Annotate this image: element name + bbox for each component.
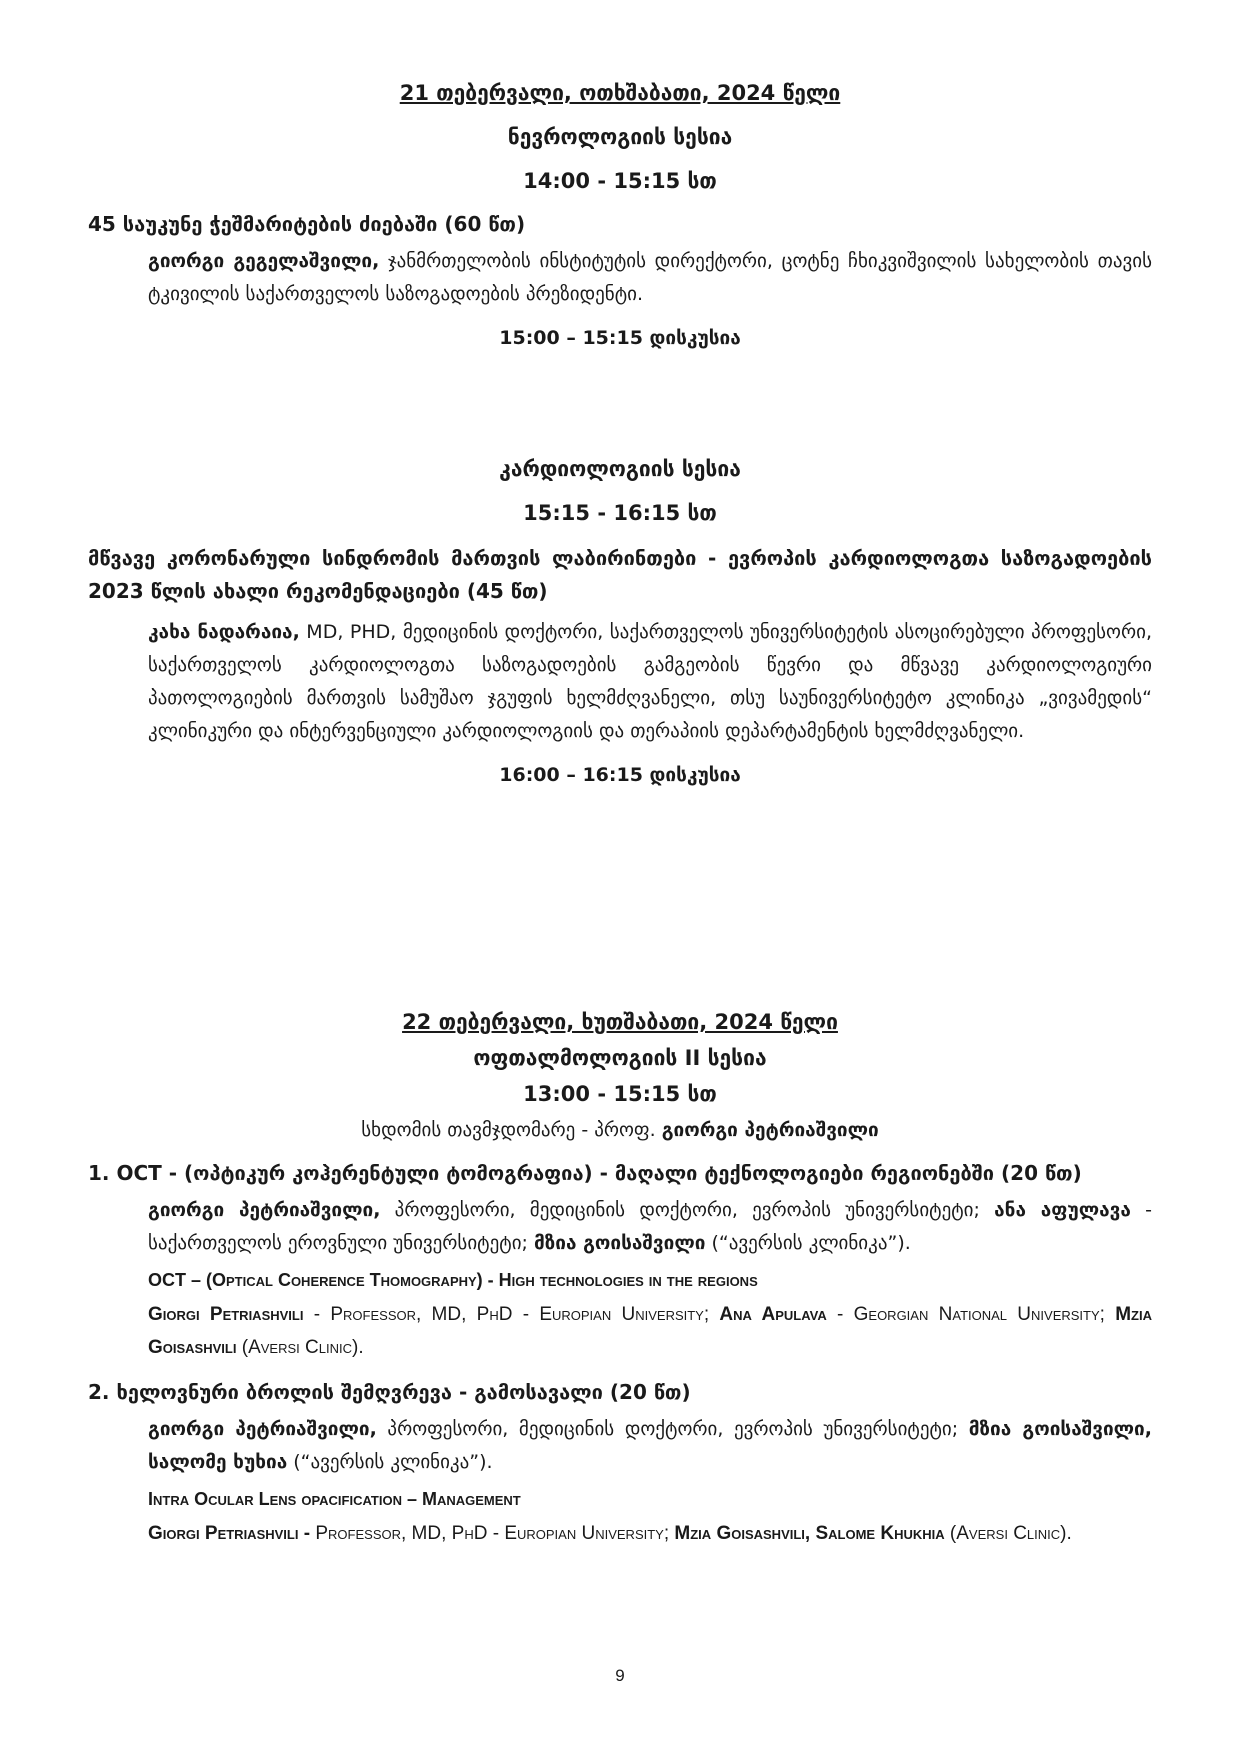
cardiology-speaker	[148, 616, 1152, 748]
session-chair	[88, 1115, 1152, 1145]
talk1-english-speakers	[148, 1298, 1152, 1364]
page-number: 9	[615, 1666, 625, 1685]
day1-cardiology-section	[88, 454, 1152, 790]
talk1-speaker1-name: გიორგი პეტრიაშვილი,	[148, 1199, 381, 1221]
talk1-speaker3-info: (“ავერსის კლინიკა”).	[705, 1232, 911, 1254]
talk2-english-speakers	[148, 1517, 1152, 1550]
cardiology-talk-title: მწვავე კორონარული სინდრომის მართვის ლაბირინთები - ევროპის კარდიოლოგთა საზოგადოების 2023 წლის ახალი რეკომენდაციები (45 წთ)	[88, 546, 1152, 603]
cardiology-session-title: კარდიოლოგიის სესია	[499, 457, 741, 481]
talk2-speaker2-info: (“ავერსის კლინიკა”).	[287, 1451, 493, 1473]
talk1-speaker3-name: მზია გოისაშვილი	[533, 1232, 706, 1254]
chair-name: გიორგი პეტრიაშვილი	[661, 1119, 879, 1141]
cardiology-session-time: 15:15 - 16:15 სთ	[523, 501, 717, 525]
ophthalmology-session-time: 13:00 - 15:15 სთ	[523, 1082, 717, 1106]
neurology-speaker	[148, 245, 1152, 311]
chair-label: სხდომის თავმჯდომარე - პროფ.	[361, 1119, 662, 1141]
talk1-en-speaker3-name: Mzia Goisashvili	[148, 1304, 1152, 1358]
neurology-speaker-name: გიორგი გეგელაშვილი,	[148, 250, 380, 272]
talk2-en-speaker1-name: Giorgi Petriashvili -	[148, 1523, 311, 1544]
neurology-talk-title: 45 საუკუნე ჭეშმარიტების ძიებაში (60 წთ)	[88, 212, 526, 236]
talk2-speaker1-info: პროფესორი, მედიცინის დოქტორი, ევროპის უნივერსიტეტი;	[376, 1418, 969, 1440]
neurology-session-time: 14:00 - 15:15 სთ	[523, 169, 717, 193]
neurology-discussion: 15:00 – 15:15 დისკუსია	[499, 327, 741, 349]
cardiology-speaker-info: MD, PHD, მედიცინის დოქტორი, საქართველოს უნივერსიტეტის ასოცირებული პროფესორი, საქართველოს კარდიოლოგთა საზოგადოების გამგეობის წევრი და მწვავე კარდიოლოგიური პათოლოგიების მართვის სამუშაო ჯგუფის ხელმძღვანელი, თსუ საუნივერსიტეტო კლინიკა „ვივამედის“ კლინიკური და ინტერვენციული კარდიოლოგიის და თერაპიის დეპარტამენტის ხელმძღვანელი.	[148, 621, 1152, 742]
talk1-speaker1-info: პროფესორი, მედიცინის დოქტორი, ევროპის უნივერსიტეტი;	[380, 1199, 995, 1221]
talk1-speakers	[148, 1194, 1152, 1260]
talk1-en-speaker1-info: - Professor, MD, PhD - Europian University;	[303, 1304, 720, 1325]
talk1-english-title: OCT – (Optical Coherence Thomography) - High technologies in the regions	[148, 1270, 758, 1290]
talk2-en-speaker2-info: (Aversi Clinic).	[944, 1523, 1072, 1544]
day2-date: 22 თებერვალი, ხუთშაბათი, 2024 წელი	[402, 1010, 838, 1034]
talk2-speaker1-name: გიორგი პეტრიაშვილი,	[148, 1418, 377, 1440]
talk2-title: 2. ხელოვნური ბროლის შემღვრევა - გამოსავალი (20 წთ)	[88, 1380, 691, 1404]
talk2-en-speaker2-name: Mzia Goisashvili, Salome Khukhia	[674, 1523, 945, 1544]
talk1-en-speaker2-info: - Georgian National University;	[826, 1304, 1116, 1325]
day2-ophthalmology-section	[88, 1007, 1152, 1550]
day1-neurology-section	[88, 78, 1152, 353]
talk1-en-speaker3-info: (Aversi Clinic).	[236, 1337, 364, 1358]
day1-date: 21 თებერვალი, ოთხშაბათი, 2024 წელი	[399, 81, 841, 105]
neurology-speaker-info: ჯანმრთელობის ინსტიტუტის დირექტორი, ცოტნე ჩხიკვიშვილის სახელობის თავის ტკივილის საქართველოს საზოგადოების პრეზიდენტი.	[148, 250, 1152, 305]
ophthalmology-session-title: ოფთალმოლოგიის II სესია	[473, 1046, 767, 1070]
neurology-session-title: ნევროლოგიის სესია	[507, 125, 733, 149]
talk1-speaker2-info: - საქართველოს ეროვნული უნივერსიტეტი;	[148, 1199, 1152, 1254]
talk2-speakers	[148, 1413, 1152, 1479]
talk2-english-title: Intra Ocular Lens opacification – Management	[148, 1489, 521, 1509]
talk1-en-speaker1-name: Giorgi Petriashvili	[148, 1304, 304, 1325]
cardiology-speaker-name: კახა ნადარაია,	[148, 621, 300, 643]
talk2-en-speaker1-info: Professor, MD, PhD - Europian University;	[310, 1523, 675, 1544]
cardiology-discussion: 16:00 – 16:15 დისკუსია	[499, 764, 741, 786]
talk2-speaker2-name: მზია გოისაშვილი, სალომე ხუხია	[148, 1418, 1152, 1473]
talk1-title: 1. OCT - (ოპტიკურ კოჰერენტული ტომოგრაფია) - მაღალი ტექნოლოგიები რეგიონებში (20 წთ)	[88, 1161, 1082, 1185]
talk1-speaker2-name: ანა აფულავა	[994, 1199, 1131, 1221]
talk1-en-speaker2-name: Ana Apulava	[719, 1304, 827, 1325]
